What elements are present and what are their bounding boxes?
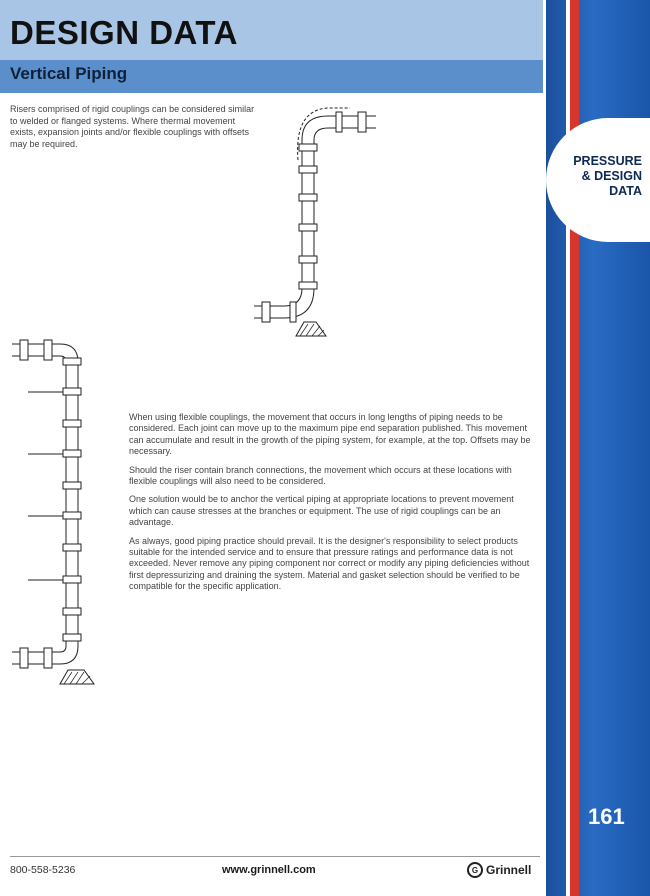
page-number: 161	[588, 804, 625, 829]
intro-paragraph: Risers comprised of rigid couplings can be considered similar to welded or flanged systems. Where thermal movement exists, expansion joints and/or flexible couplings with offsets may be required.	[10, 104, 255, 149]
grinnell-logo-icon: G	[467, 862, 483, 878]
riser-offset-diagram	[250, 100, 380, 340]
section-title: Vertical Piping	[10, 64, 128, 83]
grinnell-logo-text: Grinnell	[486, 863, 532, 877]
body-paragraph: When using flexible couplings, the movement that occurs in long lengths of piping needs to be considered. Each joint can move up to the maximum pipe end separation published. This movement can accumulate and result in the growth of the piping system, for example, at the top. Offsets may be necessary.	[129, 412, 531, 457]
vertical-riser-diagram	[8, 330, 108, 690]
body-paragraph: As always, good piping practice should prevail. It is the designer's responsibility to select products suitable for the intended service and to ensure that pressure ratings and performance data is not exceeded. Never remove any piping component nor correct or modify any piping deficiencies without first depressurizing and draining the system. Material and gasket selection should be verified to be compatible for the specific application.	[129, 535, 530, 592]
footer-url[interactable]: www.grinnell.com	[222, 864, 316, 876]
side-tab-label: PRESSURE & DESIGN DATA	[573, 154, 642, 198]
grinnell-logo	[467, 860, 549, 880]
page-title: DESIGN DATA	[10, 14, 238, 51]
footer-divider	[10, 856, 540, 857]
body-paragraph: One solution would be to anchor the vertical piping at appropriate locations to prevent movement which can cause stresses at the branches or equipment. The use of rigid couplings can be an advantage.	[129, 494, 514, 528]
body-text	[129, 412, 537, 600]
body-paragraph: Should the riser contain branch connections, the movement which occurs at these locations with flexible couplings will also need to be considered.	[129, 464, 512, 487]
footer-phone: 800-558-5236	[10, 864, 76, 876]
